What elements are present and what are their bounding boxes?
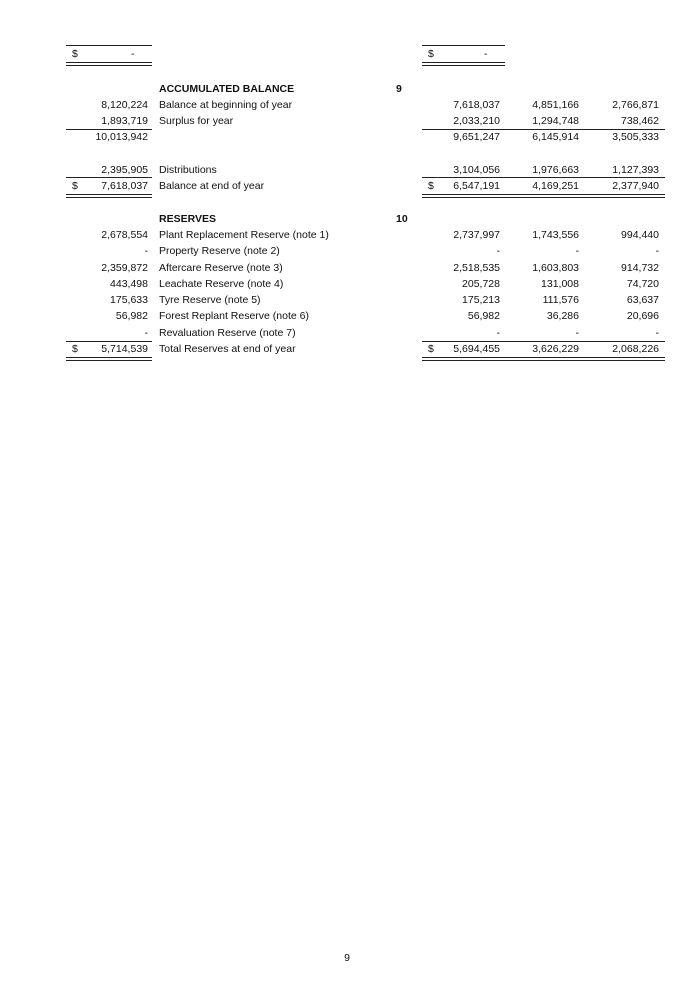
table-row	[0, 276, 694, 292]
column-b-value: 994,440	[621, 229, 659, 241]
top-rule-current	[422, 45, 505, 46]
table-row	[0, 308, 694, 324]
prior-year-value: 5,714,539	[101, 343, 148, 355]
current-year-value: 2,518,535	[453, 262, 500, 274]
column-a-value: 3,626,229	[532, 343, 579, 355]
column-a-value: 1,743,556	[532, 229, 579, 241]
current-year-value: 6,547,191	[453, 180, 500, 192]
current-year-value: -	[496, 327, 500, 339]
column-a-value: 4,851,166	[532, 99, 579, 111]
current-year-value: 5,694,455	[453, 343, 500, 355]
double-rule-current	[422, 62, 505, 66]
current-year-value: 2,033,210	[453, 115, 500, 127]
reserves-heading-row	[0, 211, 694, 227]
total-double-rule-current	[422, 194, 665, 198]
reserves-double-rule-prior	[66, 357, 152, 361]
table-row	[0, 243, 694, 259]
column-b-value: 914,732	[621, 262, 659, 274]
total-row	[0, 341, 694, 357]
current-year-value: 175,213	[462, 294, 500, 306]
prior-year-value: 7,618,037	[101, 180, 148, 192]
column-a-value: 36,286	[546, 310, 579, 322]
column-b-value: 3,505,333	[612, 131, 659, 143]
table-row	[0, 292, 694, 308]
current-year-value: 3,104,056	[453, 164, 500, 176]
current-year-value: 56,982	[467, 310, 500, 322]
section-heading: RESERVES	[159, 213, 216, 225]
currency-symbol-current: $	[428, 48, 434, 60]
prior-year-value: -	[144, 327, 148, 339]
currency-symbol-prior: $	[72, 48, 78, 60]
column-a-value: 1,294,748	[532, 115, 579, 127]
table-row	[0, 325, 694, 341]
current-total-value: -	[484, 48, 488, 60]
column-b-value: 74,720	[626, 278, 659, 290]
row-label	[159, 129, 389, 145]
table-row	[0, 162, 694, 178]
row-label: Leachate Reserve (note 4)	[159, 278, 284, 290]
currency-symbol-prior: $	[72, 343, 78, 355]
total-row	[0, 178, 694, 194]
column-b-value: -	[655, 245, 659, 257]
column-b-value: 20,696	[626, 310, 659, 322]
table-row	[0, 113, 694, 129]
row-label: Distributions	[159, 164, 217, 176]
current-year-value: 7,618,037	[453, 99, 500, 111]
current-year-value: -	[496, 245, 500, 257]
currency-symbol-current: $	[428, 343, 434, 355]
prior-year-value: 2,359,872	[101, 262, 148, 274]
column-b-value: 2,377,940	[612, 180, 659, 192]
table-row	[0, 260, 694, 276]
accumulated-balance-heading-row	[0, 81, 694, 97]
row-label: Property Reserve (note 2)	[159, 245, 280, 257]
opening-total-row	[0, 46, 694, 62]
prior-total-value: -	[131, 48, 135, 60]
total-double-rule-prior	[66, 194, 152, 198]
table-row	[0, 97, 694, 113]
prior-year-value: 443,498	[110, 278, 148, 290]
column-b-value: 738,462	[621, 115, 659, 127]
column-a-value: 111,576	[542, 294, 579, 306]
row-label: Revaluation Reserve (note 7)	[159, 327, 296, 339]
note-reference: 9	[396, 83, 402, 95]
prior-year-value: 8,120,224	[101, 99, 148, 111]
page-number: 9	[344, 952, 350, 964]
reserves-double-rule-current	[422, 357, 665, 361]
row-label: Tyre Reserve (note 5)	[159, 294, 261, 306]
prior-year-value: 175,633	[110, 294, 148, 306]
row-label: Aftercare Reserve (note 3)	[159, 262, 283, 274]
column-a-value: 4,169,251	[532, 180, 579, 192]
column-b-value: 63,637	[626, 294, 659, 306]
column-b-value: -	[655, 327, 659, 339]
current-year-value: 2,737,997	[453, 229, 500, 241]
row-label: Balance at end of year	[159, 180, 265, 192]
prior-year-value: 10,013,942	[95, 131, 148, 143]
section-heading: ACCUMULATED BALANCE	[159, 83, 295, 95]
row-label: Total Reserves at end of year	[159, 343, 296, 355]
row-label: Forest Replant Reserve (note 6)	[159, 310, 309, 322]
current-year-value: 9,651,247	[453, 131, 500, 143]
currency-symbol-current: $	[428, 180, 434, 192]
table-row	[0, 227, 694, 243]
column-b-value: 2,766,871	[612, 99, 659, 111]
column-a-value: 131,008	[541, 278, 579, 290]
prior-year-value: 2,678,554	[101, 229, 148, 241]
row-label: Plant Replacement Reserve (note 1)	[159, 229, 329, 241]
column-b-value: 2,068,226	[612, 343, 659, 355]
column-a-value: 1,976,663	[532, 164, 579, 176]
note-reference: 10	[396, 213, 408, 225]
prior-year-value: 1,893,719	[101, 115, 148, 127]
row-label: Balance at beginning of year	[159, 99, 293, 111]
subtotal-row	[0, 129, 694, 145]
column-a-value: -	[575, 245, 579, 257]
prior-year-value: -	[144, 245, 148, 257]
column-a-value: 6,145,914	[532, 131, 579, 143]
column-a-value: 1,603,803	[532, 262, 579, 274]
current-year-value: 205,728	[462, 278, 500, 290]
column-b-value: 1,127,393	[612, 164, 659, 176]
column-a-value: -	[575, 327, 579, 339]
prior-year-value: 56,982	[115, 310, 148, 322]
prior-year-value: 2,395,905	[101, 164, 148, 176]
currency-symbol-prior: $	[72, 180, 78, 192]
row-label: Surplus for year	[159, 115, 234, 127]
top-rule-prior	[66, 45, 152, 46]
double-rule-prior	[66, 62, 152, 66]
